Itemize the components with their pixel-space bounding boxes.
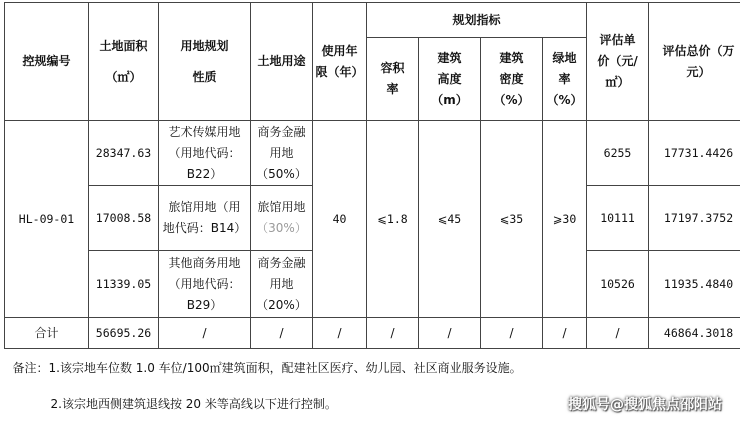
- total-slash: /: [419, 318, 481, 349]
- total-slash: /: [587, 318, 649, 349]
- header-plan-group: 规划指标: [367, 3, 587, 38]
- cell-green: ⩾30: [543, 121, 587, 318]
- cell-unit-price: 6255: [587, 121, 649, 186]
- cell-nature: 旅馆用地（用 地代码：B14）: [159, 186, 251, 251]
- total-slash: /: [159, 318, 251, 349]
- total-slash: /: [251, 318, 313, 349]
- cell-nature: 艺术传媒用地 （用地代码： B22）: [159, 121, 251, 186]
- header-usage: 土地用途: [251, 3, 313, 121]
- note-line-1: 备注：1.该宗地车位数 1.0 车位/100㎡建筑面积，配建社区医疗、幼儿园、社区商业服务设施。: [13, 359, 740, 377]
- notes-row: [5, 349, 740, 431]
- cell-code: HL-09-01: [5, 121, 89, 318]
- cell-height: ⩽45: [419, 121, 481, 318]
- cell-total-price: 17197.3752: [649, 186, 740, 251]
- notes-cell: [5, 349, 740, 431]
- header-density: 建筑 密度 （%）: [481, 38, 543, 121]
- header-unit-price: 评估单 价（元/ ㎡）: [587, 3, 649, 121]
- watermark: 搜狐号@搜狐焦点邵阳站: [568, 394, 722, 414]
- cell-total-price: 11935.4840: [649, 251, 740, 318]
- cell-years: 40: [313, 121, 367, 318]
- total-label: 合计: [5, 318, 89, 349]
- cell-area: 17008.58: [89, 186, 159, 251]
- header-green: 绿地 率 （%）: [543, 38, 587, 121]
- cell-total-price: 17731.4426: [649, 121, 740, 186]
- header-years: 使用年 限（年）: [313, 3, 367, 121]
- total-slash: /: [481, 318, 543, 349]
- table-row: [5, 121, 740, 186]
- header-height: 建筑 高度 （m）: [419, 38, 481, 121]
- cell-unit-price: 10111: [587, 186, 649, 251]
- cell-density: ⩽35: [481, 121, 543, 318]
- header-code: 控规编号: [5, 3, 89, 121]
- cell-far: ⩽1.8: [367, 121, 419, 318]
- header-row-1: [5, 3, 740, 38]
- cell-usage: 旅馆用地 （30%）: [251, 186, 313, 251]
- cell-unit-price: 10526: [587, 251, 649, 318]
- total-slash: /: [367, 318, 419, 349]
- header-total-price: 评估总价（万 元）: [649, 3, 740, 121]
- land-info-table: [4, 2, 740, 431]
- total-row: [5, 318, 740, 349]
- cell-nature: 其他商务用地 （用地代码： B29）: [159, 251, 251, 318]
- cell-usage: 商务金融 用地 （20%）: [251, 251, 313, 318]
- total-slash: /: [313, 318, 367, 349]
- total-price: 46864.3018: [649, 318, 740, 349]
- header-nature: 用地规划 性质: [159, 3, 251, 121]
- header-area: 土地面积 （㎡）: [89, 3, 159, 121]
- cell-usage: 商务金融 用地 （50%）: [251, 121, 313, 186]
- cell-area: 28347.63: [89, 121, 159, 186]
- cell-area: 11339.05: [89, 251, 159, 318]
- header-far: 容积 率: [367, 38, 419, 121]
- total-area: 56695.26: [89, 318, 159, 349]
- total-slash: /: [543, 318, 587, 349]
- note-line-2: 2.该宗地西侧建筑退线按 20 米等高线以下进行控制。: [51, 395, 740, 413]
